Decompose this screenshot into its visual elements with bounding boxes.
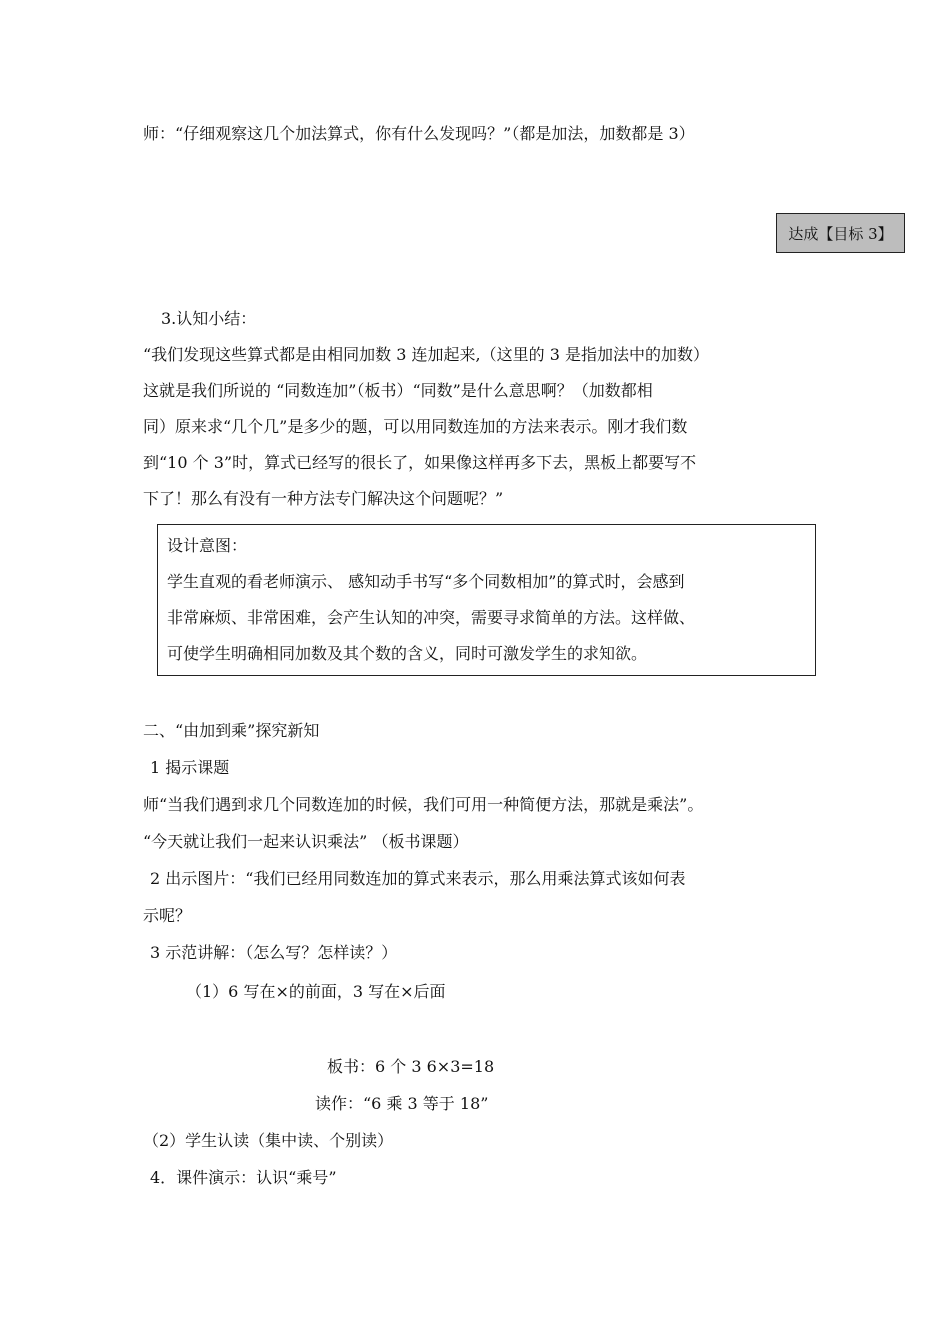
goal-tag-label: 达成【目标 3】 [788,224,893,243]
design-intent-line: 学生直观的看老师演示、 感知动手书写“多个同数相加”的算式时，会感到 [167,572,685,591]
teacher-question: 师：“仔细观察这几个加法算式，你有什么发现吗？”（都是加法，加数都是 3） [143,124,695,143]
design-intent-title: 设计意图： [167,536,248,555]
step-courseware: 4．课件演示：认识“乘号” [150,1168,337,1187]
read-as: 读作：“6 乘 3 等于 18” [315,1094,489,1113]
topic-line: “今天就让我们一起来认识乘法” （板书课题） [143,832,469,851]
design-intent-box [157,524,816,676]
teacher-line: 师“当我们遇到求几个同数连加的时候，我们可用一种简便方法，那就是乘法”。 [143,795,704,814]
board-writing: 板书：6 个 3 6×3=18 [327,1057,495,1076]
section-heading: 二、“由加到乘”探究新知 [143,721,320,740]
summary-heading: 3.认知小结： [161,309,257,328]
step-demonstration: 3 示范讲解：（怎么写？怎样读？） [150,943,398,962]
step-show-picture: 2 出示图片：“我们已经用同数连加的算式来表示，那么用乘法算式该如何表 [150,869,686,888]
goal-tag [776,213,905,253]
summary-line: 到“10 个 3”时，算式已经写的很长了，如果像这样再多下去，黑板上都要写不 [143,453,697,472]
step-show-picture-cont: 示呢？ [143,906,192,925]
summary-line: 这就是我们所说的 “同数连加”（板书）“同数”是什么意思啊？（加数都相 [143,381,653,400]
design-intent-line: 可使学生明确相同加数及其个数的含义，同时可激发学生的求知欲。 [167,644,648,663]
step-reveal-topic: 1 揭示课题 [150,758,230,777]
summary-line: 下了！那么有没有一种方法专门解决这个问题呢？” [143,489,504,508]
design-intent-line: 非常麻烦、非常困难，会产生认知的冲突，需要寻求简单的方法。这样做、 [167,608,696,627]
substep-reading: （2）学生认读（集中读、个别读） [143,1131,394,1150]
summary-line: 同）原来求“几个几”是多少的题，可以用同数连加的方法来表示。刚才我们数 [143,417,688,436]
summary-line: “我们发现这些算式都是由相同加数 3 连加起来,（这里的 3 是指加法中的加数） [143,345,709,364]
substep-writing: （1）6 写在×的前面，3 写在×后面 [186,982,446,1001]
